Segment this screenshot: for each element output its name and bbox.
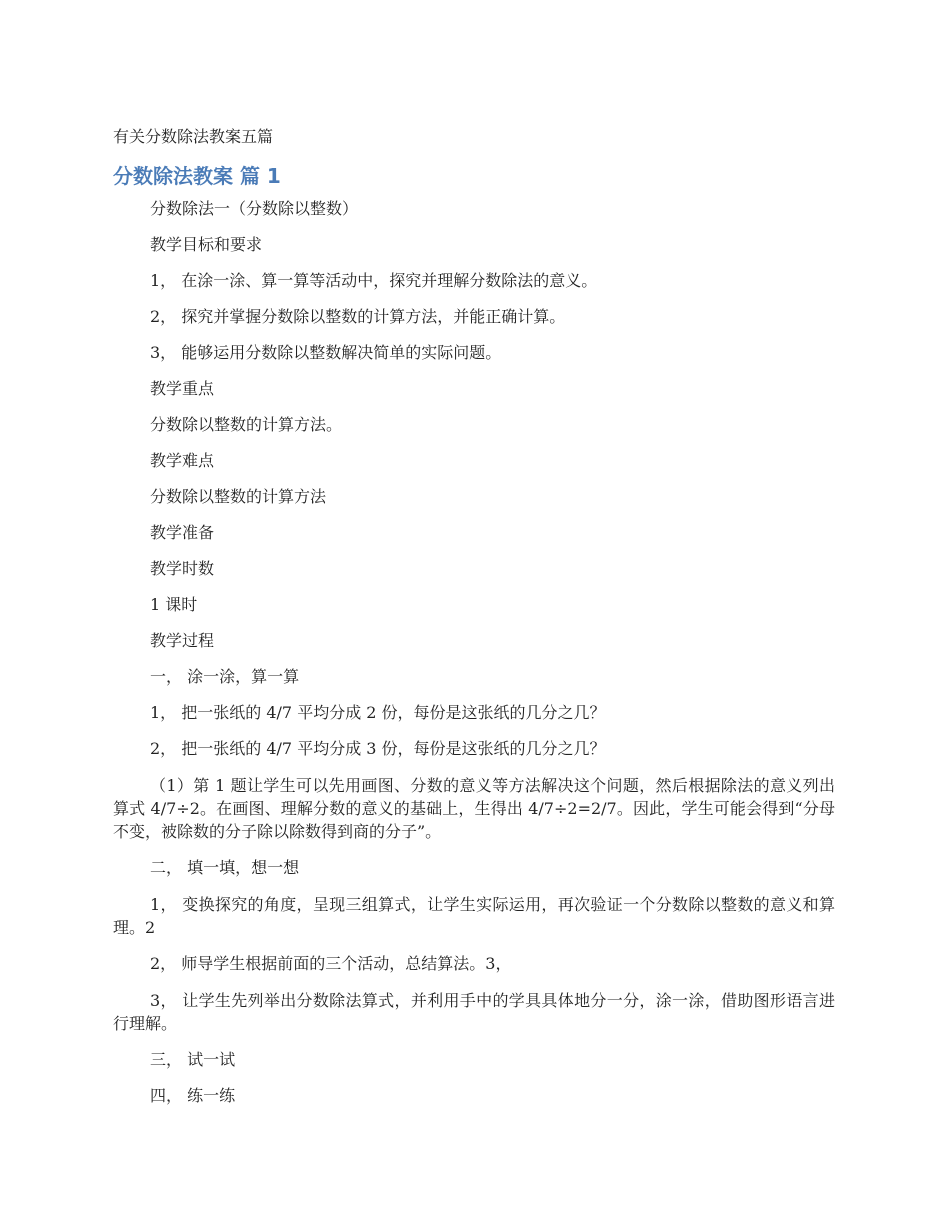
paragraph: 2， 探究并掌握分数除以整数的计算方法，并能正确计算。 [150,307,566,326]
paragraph: 3， 让学生先列举出分数除法算式，并利用手中的学具具体地分一分，涂一涂，借助图形语言进行理解。 [113,991,835,1033]
paragraph: 3， 能够运用分数除以整数解决简单的实际问题。 [150,343,502,362]
paragraph: 分数除以整数的计算方法。 [150,415,343,434]
paragraph: 2， 师导学生根据前面的三个活动，总结算法。3， [150,954,512,973]
paragraph: 1， 把一张纸的 4/7 平均分成 2 份，每份是这张纸的几分之几？ [150,703,606,722]
paragraph: 四， 练一练 [150,1086,236,1105]
paragraph: 三， 试一试 [150,1050,236,1069]
paragraph: 分数除法一（分数除以整数） [150,199,359,218]
paragraph: 分数除以整数的计算方法 [150,487,327,506]
paragraph: （1）第 1 题让学生可以先用画图、分数的意义等方法解决这个问题，然后根据除法的意义列出算式 4/7÷2。在画图、理解分数的意义的基础上，生得出 4/7÷2=2/7。因此，学生可能会得到“分母不变，被除数的分子除以除数得到商的分子”。 [113,776,835,841]
paragraph: 1 课时 [150,595,198,614]
document-title: 有关分数除法教案五篇 [113,127,274,146]
paragraph: 教学准备 [150,523,215,542]
paragraph: 1， 在涂一涂、算一算等活动中，探究并理解分数除法的意义。 [150,271,598,290]
section-heading: 分数除法教案 篇 1 [113,164,281,188]
paragraph: 教学过程 [150,631,215,650]
paragraph: 教学时数 [150,559,215,578]
paragraph: 2， 把一张纸的 4/7 平均分成 3 份，每份是这张纸的几分之几？ [150,739,606,758]
paragraph: 二， 填一填，想一想 [150,858,300,877]
paragraph: 一， 涂一涂，算一算 [150,667,300,686]
paragraph: 1， 变换探究的角度，呈现三组算式，让学生实际运用，再次验证一个分数除以整数的意义和算理。2 [113,895,835,937]
document-page [113,124,835,1121]
paragraph: 教学目标和要求 [150,235,263,254]
paragraph: 教学难点 [150,451,215,470]
paragraph: 教学重点 [150,379,215,398]
